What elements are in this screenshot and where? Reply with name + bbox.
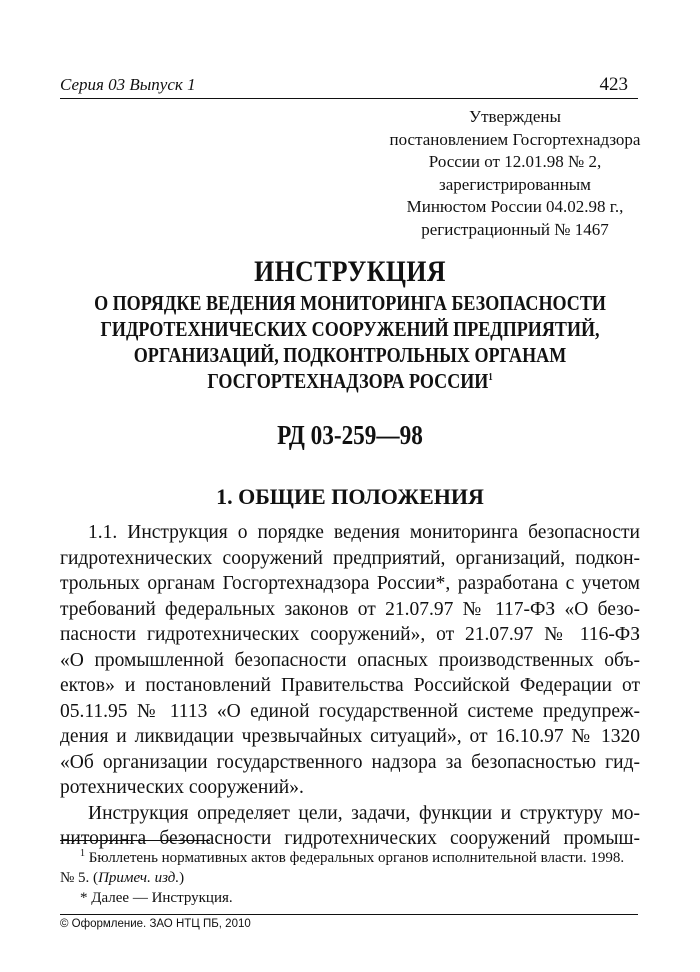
body-line: ектов» и постановлений Правительства Российской Федерации от <box>60 675 640 696</box>
subtitle-line: ОРГАНИЗАЦИЙ, ПОДКОНТРОЛЬНЫХ ОРГАНАМ <box>133 343 567 367</box>
footnote-1-line-2 <box>60 868 640 888</box>
body-line: «Об организации государственного надзора за безопасностью гид- <box>60 751 640 773</box>
body-text <box>60 520 640 852</box>
approval-block <box>370 106 660 241</box>
body-line: 1.1. Инструкция о порядке ведения мониторинга безопасности <box>88 522 640 543</box>
footnote-text: Бюллетень нормативных актов федеральных органов исполнительной власти. 1998. <box>88 850 625 866</box>
approval-line: Утверждены <box>469 107 561 126</box>
footnote-editor-note: Примеч. изд. <box>98 870 180 886</box>
body-line: ротехнических сооружений». <box>60 777 304 798</box>
header-series: Серия 03 Выпуск 1 <box>60 75 196 94</box>
subtitle-line-text: ГОСГОРТЕХНАДЗОРА РОССИИ <box>207 369 489 393</box>
document-code: РД 03-259—98 <box>277 420 423 450</box>
body-line: ниторинга безопасности гидротехнических сооружений промыш- <box>60 828 640 849</box>
footnote-ref: 1 <box>488 372 493 383</box>
body-line: дения и ликвидации чрезвычайных ситуаций», от 16.10.97 № 1320 <box>60 726 640 747</box>
body-line: гидротехнических сооружений предприятий, организаций, подкон- <box>60 547 640 569</box>
approval-line: России от 12.01.98 № 2, <box>428 152 602 171</box>
footnote-1-line-1 <box>60 848 640 868</box>
document-title: ИНСТРУКЦИЯ <box>254 255 446 288</box>
header-divider <box>60 98 638 99</box>
body-line: трольных органам Госгортехнадзора России*, разработана с учетом <box>60 573 640 594</box>
section-heading: 1. ОБЩИЕ ПОЛОЖЕНИЯ <box>216 484 484 509</box>
body-line: пасности гидротехнических сооружений», от 21.07.97 № 116-ФЗ <box>60 624 640 645</box>
approval-line: постановлением Госгортехнадзора <box>389 129 641 149</box>
footnote-text: № 5. ( <box>60 870 99 886</box>
subtitle-line: О ПОРЯДКЕ ВЕДЕНИЯ МОНИТОРИНГА БЕЗОПАСНОСТИ <box>94 291 606 315</box>
footnotes <box>60 848 640 908</box>
approval-line: зарегистрированным <box>439 174 591 194</box>
subtitle-line <box>49 368 651 394</box>
body-line: Инструкция определяет цели, задачи, функции и структуру мо- <box>88 802 640 824</box>
body-line: «О промышленной безопасности опасных производственных объ- <box>60 649 640 671</box>
footnote-text: ) <box>179 870 185 886</box>
footnote-divider <box>60 840 210 841</box>
document-subtitle <box>49 290 651 394</box>
footnote-2: * Далее — Инструкция. <box>80 890 233 906</box>
footnote-mark: 1 <box>80 848 85 859</box>
footer-divider <box>60 914 638 915</box>
approval-line: Минюстом России 04.02.98 г., <box>406 197 624 216</box>
subtitle-line: ГИДРОТЕХНИЧЕСКИХ СООРУЖЕНИЙ ПРЕДПРИЯТИЙ, <box>100 317 600 341</box>
approval-line: регистрационный № 1467 <box>421 219 609 239</box>
page-number: 423 <box>599 74 628 95</box>
body-line: требований федеральных законов от 21.07.97 № 117-ФЗ «О безо- <box>60 598 640 620</box>
copyright-notice: © Оформление. ЗАО НТЦ ПБ, 2010 <box>60 918 251 930</box>
body-line: 05.11.95 № 1113 «О единой государственной системе предупреж- <box>60 700 640 722</box>
